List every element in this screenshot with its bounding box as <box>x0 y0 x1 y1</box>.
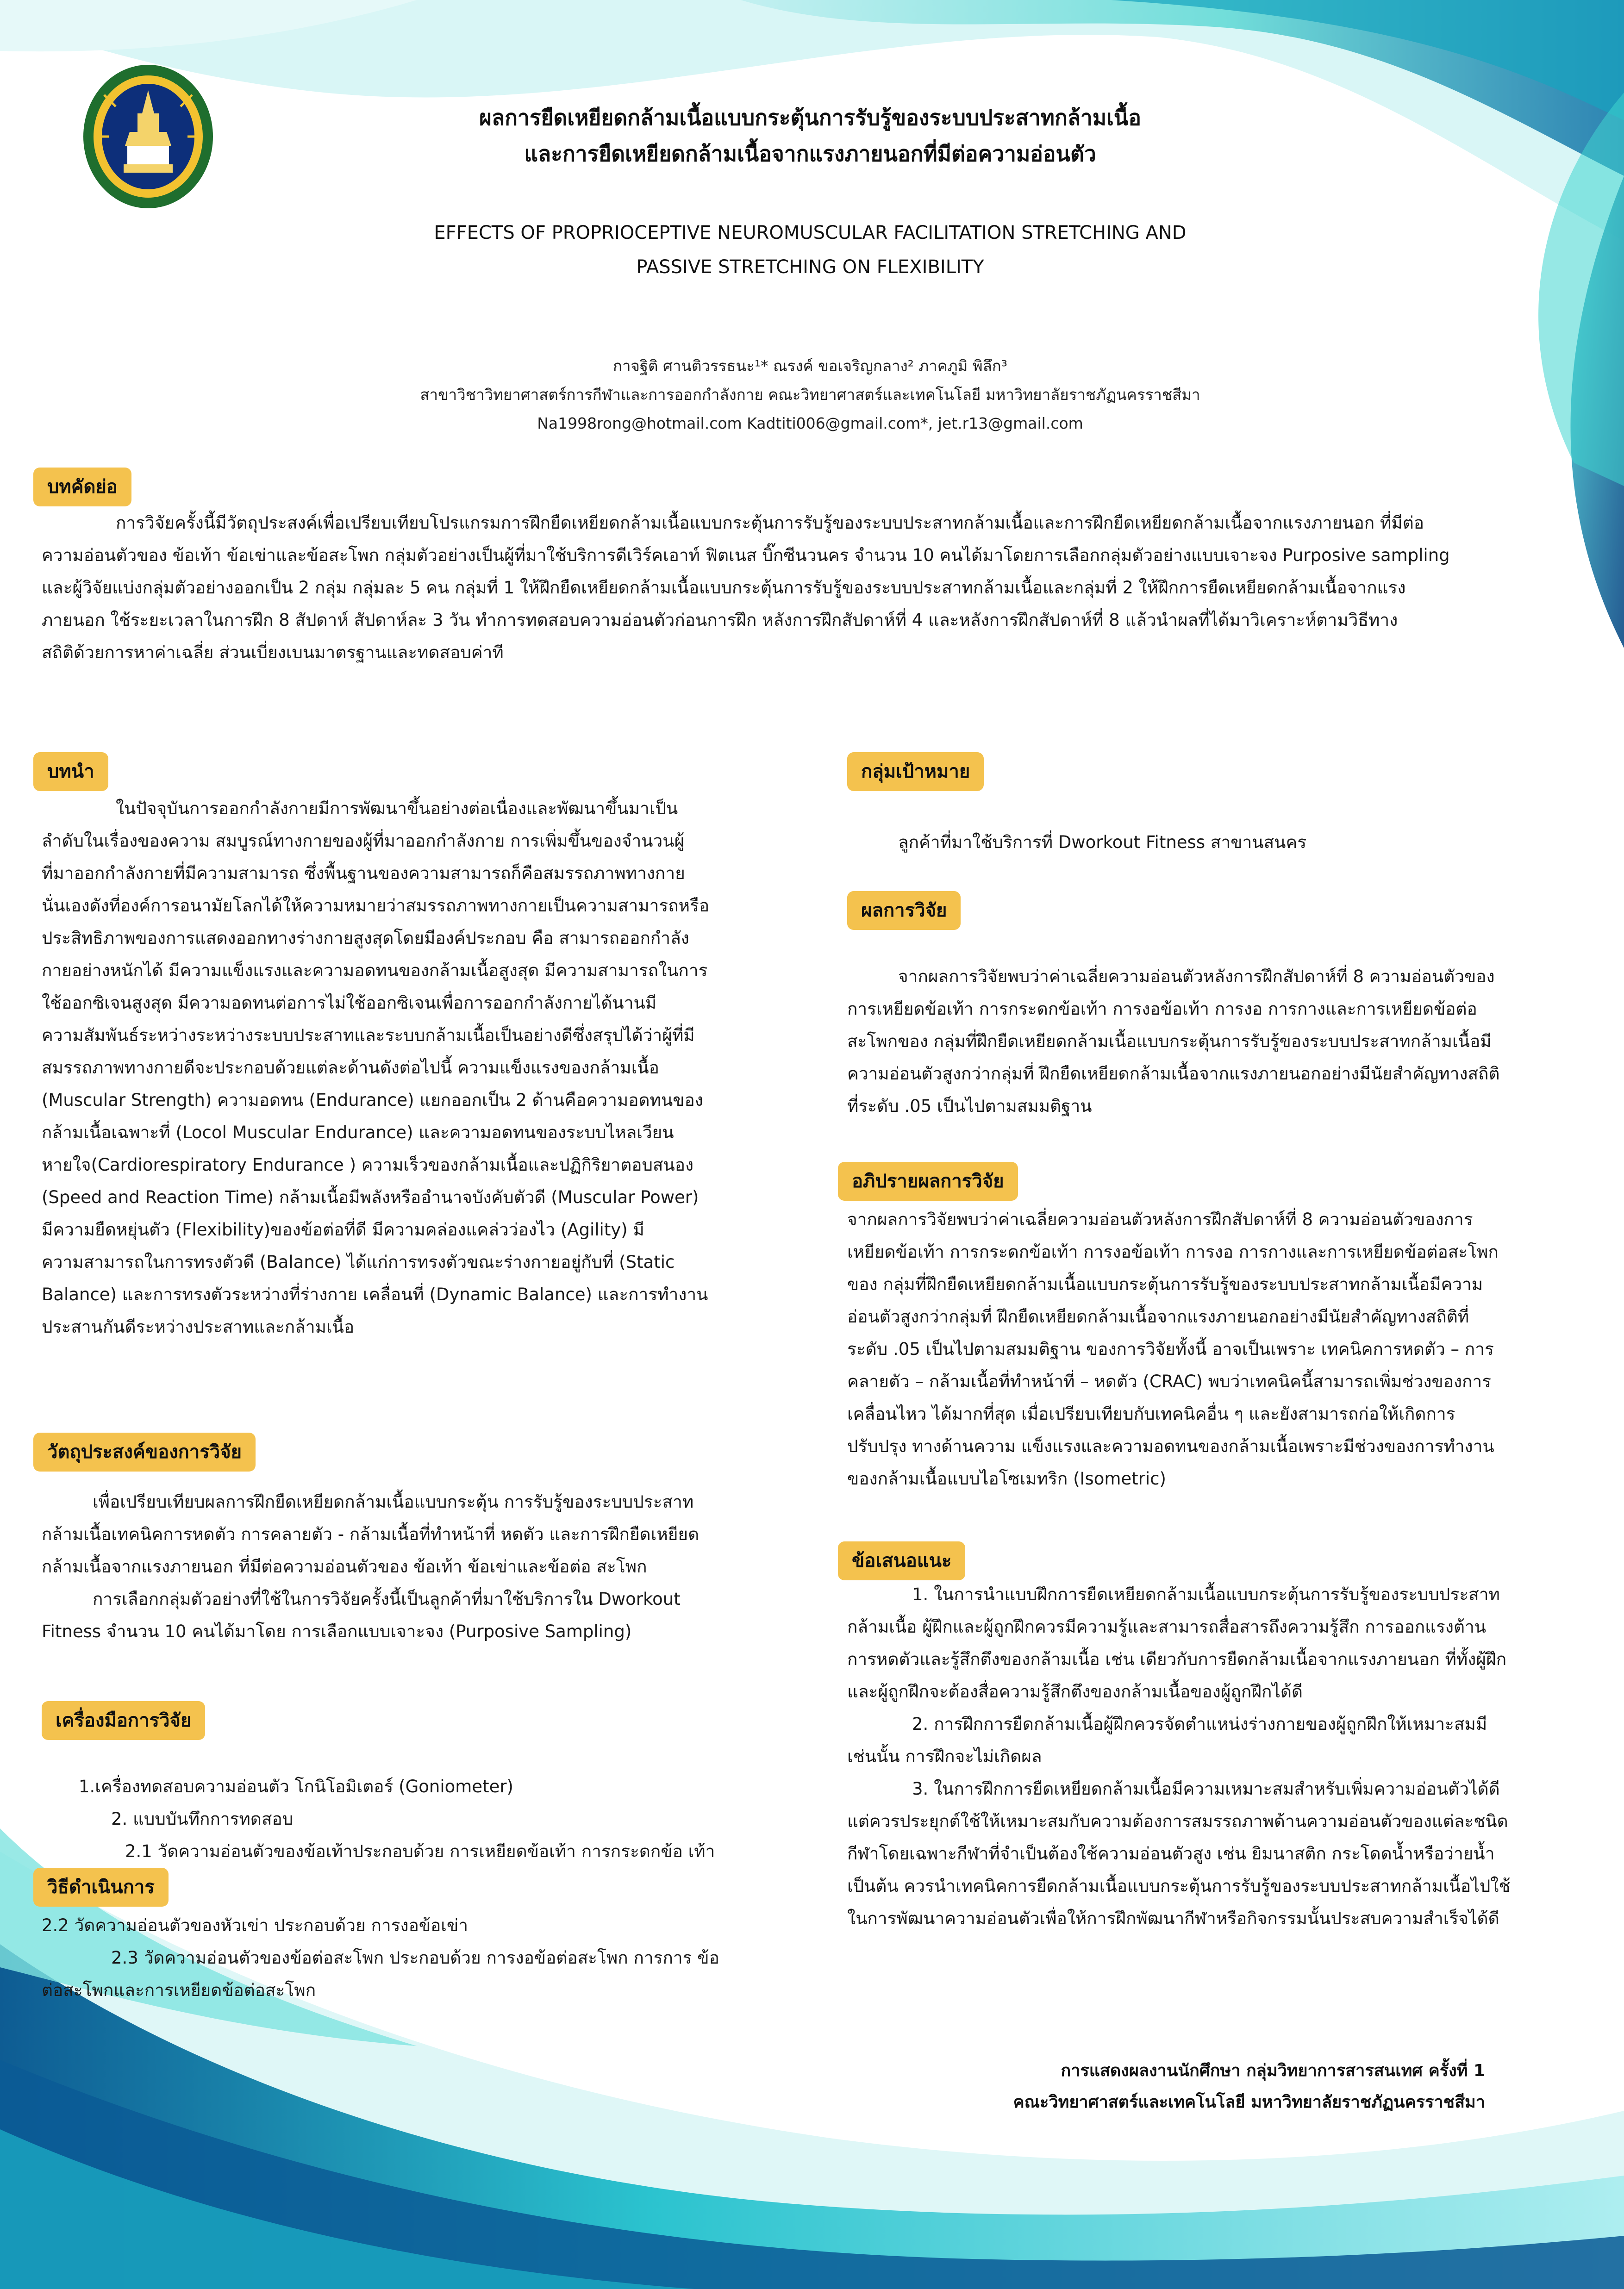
title-english-line-2: PASSIVE STRETCHING ON FLEXIBILITY <box>636 256 984 278</box>
abstract-line: และผู้วิจัยแบ่งกลุ่มตัวอย่างออกเป็น 2 กลุ่ม กลุ่มละ 5 คน กลุ่มที่ 1 ให้ฝึกยืดเหยียดกล้ามเนื้อแบบกระตุ้นการรับรู้ของระบบประสาทกล้ามเนื้อและกลุ่มที่ 2 ให้ฝึกการยืดเหยียดกล้ามเนื้อจากแรง <box>42 578 1406 598</box>
footer-line-1: การแสดงผลงานนักศึกษา กลุ่มวิทยาการสารสนเทศ ครั้งที่ 1 <box>1061 2061 1485 2080</box>
intro-line: กายอย่างหนักได้ มีความแข็งแรงและความอดทนของกล้ามเนื้อสูงสุด มีความสามารถในการ <box>42 961 708 980</box>
objectives-line: กล้ามเนื้อจากแรงภายนอก ที่มีต่อความอ่อนตัวของ ข้อเท้า ข้อเข่าและข้อต่อ สะโพก <box>42 1557 647 1577</box>
suggestions-line: และผู้ถูกฝึกจะต้องสื่อความรู้สึกตึงของกล้ามเนื้อของผู้ถูกฝึกได้ดี <box>847 1682 1303 1702</box>
suggestions-heading: ข้อเสนอแนะ <box>838 1541 965 1580</box>
suggestions-line: แต่ควรประยุกต์ใช้ให้เหมาะสมกับความต้องการสมรรถภาพด้านความอ่อนตัวของแต่ละชนิด <box>847 1811 1508 1831</box>
suggestions-body <box>847 1578 1588 1935</box>
results-line: สะโพกของ กลุ่มที่ฝึกยืดเหยียดกล้ามเนื้อแบบกระตุ้นการรับรู้ของระบบประสาทกล้ามเนื้อมี <box>847 1031 1492 1051</box>
intro-line: กล้ามเนื้อเฉพาะที่ (Locol Muscular Endurance) และความอดทนของระบบไหลเวียน <box>42 1123 674 1142</box>
objectives-line: กล้ามเนื้อเทคนิคการหดตัว การคลายตัว - กล้ามเนื้อที่ทำหน้าที่ หดตัว และการฝึกยืดเหยียด <box>42 1524 700 1544</box>
discussion-line: คลายตัว – กล้ามเนื้อที่ทำหน้าที่ – หดตัว (CRAC) พบว่าเทคนิคนี้สามารถเพิ่มช่วงของการ <box>847 1372 1492 1391</box>
methods-body <box>42 1909 792 2007</box>
intro-line: นั่นเองดังที่องค์การอนามัยโลกได้ให้ความหมายว่าสมรรถภาพทางกายเป็นความสามารถหรือ <box>42 896 710 916</box>
university-seal-icon <box>81 62 215 211</box>
title-thai-line-1: ผลการยืดเหยียดกล้ามเนื้อแบบกระตุ้นการรับรู้ของระบบประสาทกล้ามเนื้อ <box>479 105 1141 130</box>
results-line: ความอ่อนตัวสูงกว่ากลุ่มที่ ฝึกยืดเหยียดกล้ามเนื้อจากแรงภายนอกอย่างมีนัยสำคัญทางสถิติ <box>847 1064 1500 1084</box>
discussion-line: ระดับ .05 เป็นไปตามสมมติฐาน ของการวิจัยทั้งนี้ อาจเป็นเพราะ เทคนิคการหดตัว – การ <box>847 1339 1494 1359</box>
title-thai <box>324 100 1296 172</box>
intro-line: มีความยืดหยุ่นตัว (Flexibility)ของข้อต่อที่ดี มีความคล่องแคล่วว่องไว (Agility) มี <box>42 1220 644 1240</box>
suggestions-line: 2. การฝึกการยืดกล้ามเนื้อผู้ฝึกควรจัดตำแหน่งร่างกายของผู้ถูกฝึกให้เหมาะสมมี <box>912 1714 1487 1734</box>
tools-line: 1.เครื่องทดสอบความอ่อนตัว โกนิโอมิเตอร์ (Goniometer) <box>79 1777 513 1796</box>
abstract-line: ภายนอก ใช้ระยะเวลาในการฝึก 8 สัปดาห์ สัปดาห์ละ 3 วัน ทำการทดสอบความอ่อนตัวก่อนการฝึก หลังการฝึกสัปดาห์ที่ 4 และหลังการฝึกสัปดาห์ที่ 8 แล้วนำผลที่ได้มาวิเคราะห์ตามวิธีทาง <box>42 610 1398 630</box>
discussion-line: เคลื่อนไหว ได้มากที่สุด เมื่อเปรียบเทียบกับเทคนิคอื่น ๆ และยังสามารถก่อให้เกิดการ <box>847 1404 1455 1424</box>
title-english-line-1: EFFECTS OF PROPRIOCEPTIVE NEUROMUSCULAR FACILITATION STRETCHING AND <box>434 222 1187 243</box>
footer <box>1013 2055 1485 2118</box>
intro-line: ประสิทธิภาพของการแสดงออกทางร่างกายสูงสุดโดยมีองค์ประกอบ คือ สามารถออกกำลัง <box>42 928 689 948</box>
intro-heading: บทนำ <box>33 752 108 791</box>
target-body <box>847 826 1588 859</box>
intro-line: ใช้ออกซิเจนสูงสุด มีความอดทนต่อการไม่ใช้ออกซิเจนเพื่อการออกกำลังกายได้นานมี <box>42 993 657 1013</box>
discussion-line: ของ กลุ่มที่ฝึกยืดเหยียดกล้ามเนื้อแบบกระตุ้นการรับรู้ของระบบประสาทกล้ามเนื้อมีความ <box>847 1274 1483 1294</box>
suggestions-line: การหดตัวและรู้สึกตึงของกล้ามเนื้อ เช่น เดียวกับการยืดกล้ามเนื้อจากแรงภายนอก ที่ทั้งผู้ฝึก <box>847 1649 1507 1669</box>
author-names: กาจฐิติ ศานติวรรธนะ¹* ณรงค์ ขอเจริญกลาง² ภาคภูมิ พิลึก³ <box>612 357 1008 375</box>
title-english <box>324 216 1296 284</box>
intro-line: ที่มาออกกำลังกายที่มีความสามารถ ซึ่งพื้นฐานของความสามารถก็คือสมรรถภาพทางกาย <box>42 863 685 883</box>
methods-heading: วิธีดำเนินการ <box>33 1868 169 1907</box>
suggestions-line: เช่นนั้น การฝึกจะไม่เกิดผล <box>847 1746 1042 1766</box>
discussion-line: อ่อนตัวสูงกว่ากลุ่มที่ ฝึกยืดเหยียดกล้ามเนื้อจากแรงภายนอกอย่างมีนัยสำคัญทางสถิติที่ <box>847 1307 1469 1327</box>
abstract-body <box>42 507 1523 669</box>
target-text: ลูกค้าที่มาใช้บริการที่ Dworkout Fitness สาขานสนคร <box>898 832 1307 852</box>
results-body <box>847 961 1588 1123</box>
intro-line: สมรรถภาพทางกายดีจะประกอบด้วยแต่ละด้านดังต่อไปนี้ ความแข็งแรงของกล้ามเนื้อ <box>42 1058 659 1078</box>
objectives-body <box>42 1486 792 1648</box>
suggestions-line: 3. ในการฝึกการยืดเหยียดกล้ามเนื้อมีความเหมาะสมสำหรับเพิ่มความอ่อนตัวได้ดี <box>912 1779 1500 1799</box>
discussion-line: จากผลการวิจัยพบว่าค่าเฉลี่ยความอ่อนตัวหลังการฝึกสัปดาห์ที่ 8 ความอ่อนตัวของการ <box>847 1210 1473 1229</box>
discussion-line: เหยียดข้อเท้า การกระดกข้อเท้า การงอข้อเท้า การงอ การกางและการเหยียดข้อต่อสะโพก <box>847 1242 1499 1262</box>
target-heading: กลุ่มเป้าหมาย <box>847 752 984 791</box>
title-thai-line-2: และการยืดเหยียดกล้ามเนื้อจากแรงภายนอกที่มีต่อความอ่อนตัว <box>524 141 1096 166</box>
discussion-line: ปรับปรุง ทางด้านความ แข็งแรงและความอดทนของกล้ามเนื้อเพราะมีช่วงของการทำงาน <box>847 1436 1494 1456</box>
intro-line: ในปัจจุบันการออกกำลังกายมีการพัฒนาขึ้นอย่างต่อเนื่องและพัฒนาขึ้นมาเป็น <box>116 798 678 818</box>
suggestions-line: กีฬาโดยเฉพาะกีฬาที่จำเป็นต้องใช้ความอ่อนตัวสูง เช่น ยิมนาสติก กระโดดน้ำหรือว่ายน้ำ <box>847 1844 1495 1864</box>
tools-heading: เครื่องมือการวิจัย <box>42 1701 205 1740</box>
objectives-heading: วัตถุประสงค์ของการวิจัย <box>33 1433 256 1472</box>
objectives-line: Fitness จำนวน 10 คนได้มาโดย การเลือกแบบเจาะจง (Purposive Sampling) <box>42 1622 632 1641</box>
discussion-line: ของกล้ามเนื้อแบบไอโซเมทริก (Isometric) <box>847 1469 1166 1489</box>
footer-line-2: คณะวิทยาศาสตร์และเทคโนโลยี มหาวิทยาลัยราชภัฏนครราชสีมา <box>1013 2093 1485 2112</box>
methods-line: ต่อสะโพกและการเหยียดข้อต่อสะโพก <box>42 1980 316 2000</box>
objectives-line: เพื่อเปรียบเทียบผลการฝึกยืดเหยียดกล้ามเนื้อแบบกระตุ้น การรับรู้ของระบบประสาท <box>93 1492 694 1512</box>
intro-line: (Speed and Reaction Time) กล้ามเนื้อมีพลังหรืออำนาจบังคับตัวดี (Muscular Power) <box>42 1187 699 1207</box>
suggestions-line: กล้ามเนื้อ ผู้ฝึกและผู้ถูกฝึกควรมีความรู้และสามารถสื่อสารถึงความรู้สึก การออกแรงต้าน <box>847 1617 1487 1637</box>
results-heading: ผลการวิจัย <box>847 891 961 930</box>
suggestions-line: 1. ในการนำแบบฝึกการยืดเหยียดกล้ามเนื้อแบบกระตุ้นการรับรู้ของระบบประสาท <box>912 1584 1500 1604</box>
abstract-line: สถิติด้วยการหาค่าเฉลี่ย ส่วนเบี่ยงเบนมาตรฐานและทดสอบค่าที <box>42 642 504 662</box>
intro-body <box>42 792 792 1343</box>
intro-line: (Muscular Strength) ความอดทน (Endurance) แยกออกเป็น 2 ด้านคือความอดทนของ <box>42 1090 703 1110</box>
results-line: ที่ระดับ .05 เป็นไปตามสมมติฐาน <box>847 1096 1092 1116</box>
methods-line: 2.2 วัดความอ่อนตัวของหัวเข่า ประกอบด้วย การงอข้อเข่า <box>42 1915 468 1935</box>
suggestions-line: เป็นต้น ควรนำเทคนิคการยืดกล้ามเนื้อแบบกระตุ้นการรับรู้ของระบบประสาทกล้ามเนื้อไปใช้ <box>847 1876 1511 1896</box>
results-line: การเหยียดข้อเท้า การกระดกข้อเท้า การงอข้อเท้า การงอ การกางและการเหยียดข้อต่อ <box>847 999 1477 1019</box>
discussion-body <box>847 1204 1588 1495</box>
intro-line: ความสามารถในการทรงตัวดี (Balance) ได้แก่การทรงตัวขณะร่างกายอยู่กับที่ (Static <box>42 1252 675 1272</box>
intro-line: ลำดับในเรื่องของความ สมบูรณ์ทางกายของผู้ที่มาออกกำลังกาย การเพิ่มขึ้นของจำนวนผู้ <box>42 831 685 851</box>
intro-line: หายใจ(Cardiorespiratory Endurance ) ความเร็วของกล้ามเนื้อและปฏิกิริยาตอบสนอง <box>42 1155 694 1175</box>
methods-line: 2.3 วัดความอ่อนตัวของข้อต่อสะโพก ประกอบด้วย การงอข้อต่อสะโพก การการ ข้อ <box>111 1948 719 1968</box>
intro-line: ความสัมพันธ์ระหว่างระหว่างระบบประสาทและระบบกล้ามเนื้อเป็นอย่างดีซึ่งสรุปได้ว่าผู้ที่มี <box>42 1025 695 1045</box>
abstract-line: การวิจัยครั้งนี้มีวัตถุประสงค์เพื่อเปรียบเทียบโปรแกรมการฝึกยืดเหยียดกล้ามเนื้อแบบกระตุ้นการรับรู้ของระบบประสาทกล้ามเนื้อและการฝึกยืดเหยียดกล้ามเนื้อจากแรงภายนอก ที่มีต่อ <box>116 513 1424 533</box>
author-affiliation: สาขาวิชาวิทยาศาสตร์การกีฬาและการออกกำลังกาย คณะวิทยาศาสตร์และเทคโนโลยี มหาวิทยาลัยราชภัฏนครราชสีมา <box>420 386 1200 404</box>
suggestions-line: ในการพัฒนาความอ่อนตัวเพื่อให้การฝึกพัฒนากีฬาหรือกิจกรรมนั้นประสบความสำเร็จได้ดี <box>847 1909 1499 1928</box>
intro-line: Balance) และการทรงตัวระหว่างที่ร่างกาย เคลื่อนที่ (Dynamic Balance) และการทำงาน <box>42 1285 708 1304</box>
abstract-heading: บทคัดย่อ <box>33 468 131 506</box>
abstract-line: ความอ่อนตัวของ ข้อเท้า ข้อเข่าและข้อสะโพก กลุ่มตัวอย่างเป็นผู้ที่มาใช้บริการดีเวิร์คเอาท์ ฟิตเนส บิ๊กซีนวนคร จำนวน 10 คนได้มาโดยการเลือกกลุ่มตัวอย่างแบบเจาะจง Purposive sampling <box>42 545 1450 565</box>
tools-body <box>42 1771 792 1868</box>
tools-line: 2. แบบบันทึกการทดสอบ <box>111 1809 294 1829</box>
intro-line: ประสานกันดีระหว่างประสาทและกล้ามเนื้อ <box>42 1317 355 1337</box>
discussion-heading: อภิปรายผลการวิจัย <box>838 1162 1018 1201</box>
tools-line: 2.1 วัดความอ่อนตัวของข้อเท้าประกอบด้วย การเหยียดข้อเท้า การกระดกข้อ เท้า <box>125 1841 715 1861</box>
author-emails: Na1998rong@hotmail.com Kadtiti006@gmail.com*, jet.r13@gmail.com <box>537 414 1083 432</box>
results-line: จากผลการวิจัยพบว่าค่าเฉลี่ยความอ่อนตัวหลังการฝึกสัปดาห์ที่ 8 ความอ่อนตัวของ <box>898 967 1495 986</box>
author-block <box>324 352 1296 438</box>
objectives-line: การเลือกกลุ่มตัวอย่างที่ใช้ในการวิจัยครั้งนี้เป็นลูกค้าที่มาใช้บริการใน Dworkout <box>93 1589 681 1609</box>
